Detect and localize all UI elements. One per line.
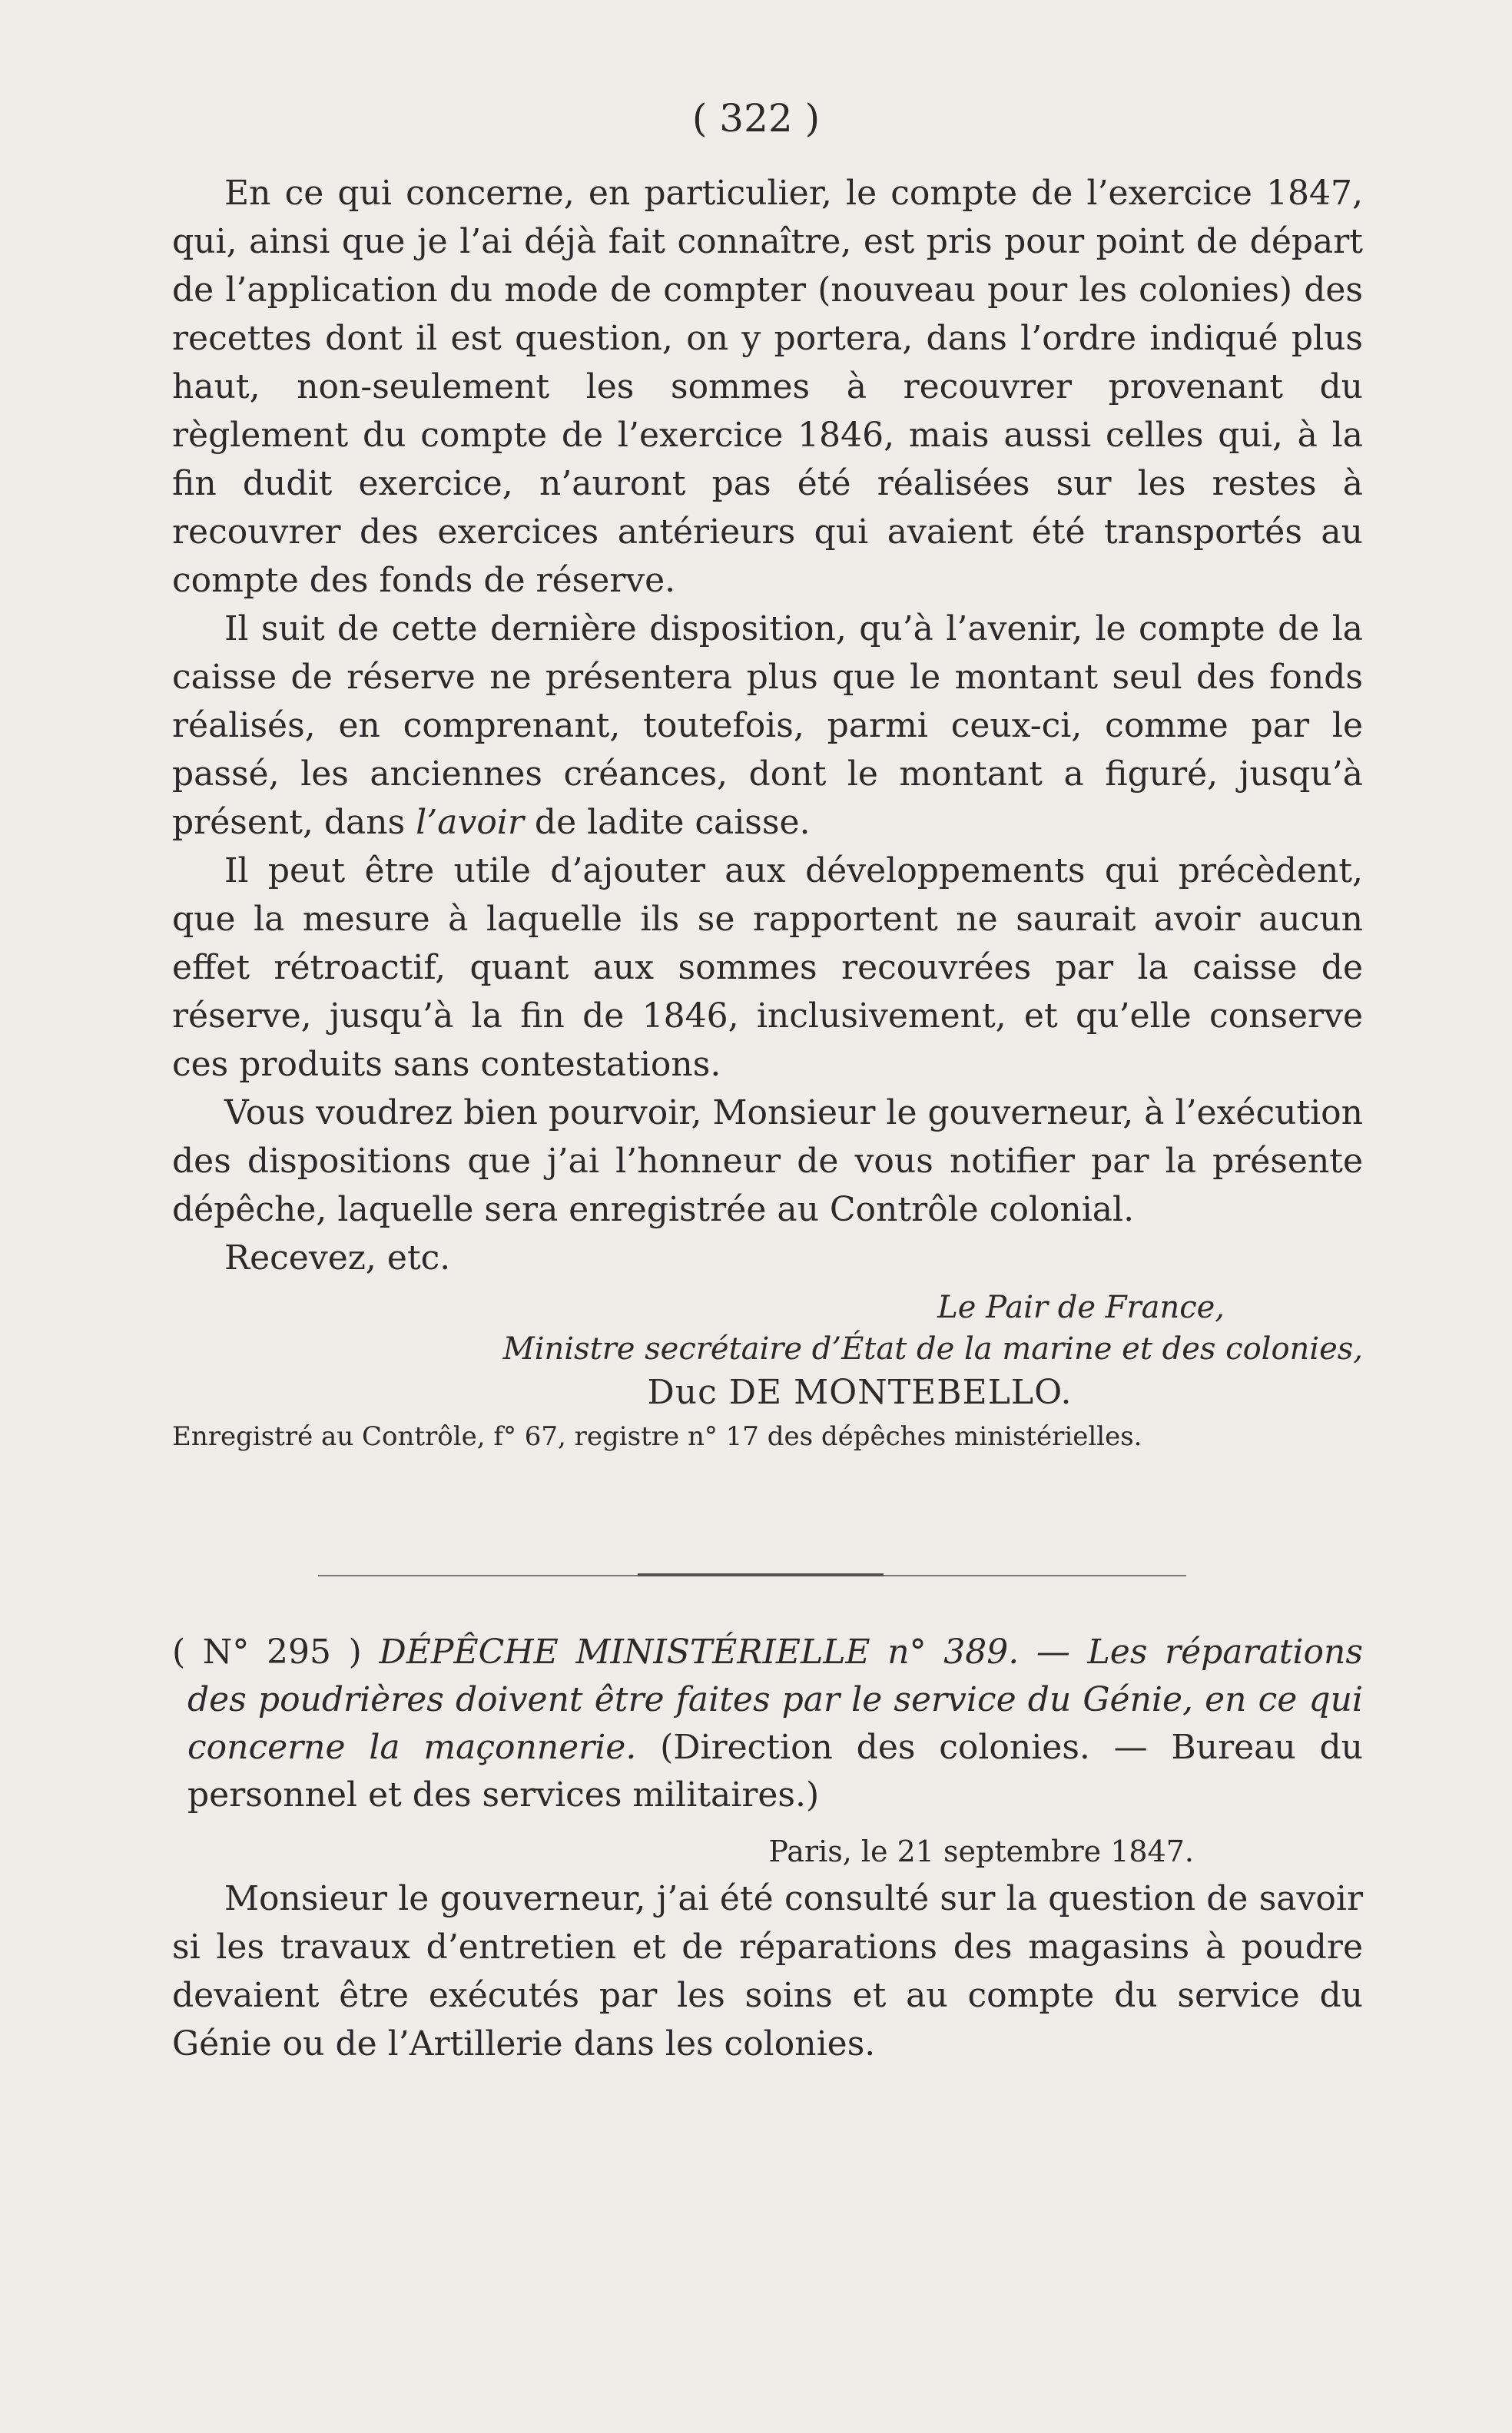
paragraph-1: En ce qui concerne, en particulier, le compte de l’exercice 1847, qui, ainsi que je l’ai déjà fait connaître, est pris pour point de départ de l’application du mode de compter (nouveau pour les colonies) des recettes dont il est question, on y portera, dans l’ordre indiqué plus haut, non-seulement les sommes à recouvrer provenant du règlement du compte de l’exercice 1846, mais aussi celles qui, à la fin dudit exercice, n’auront pas été réalisées sur les restes à recouvrer des exercices antérieurs qui avaient été transportés au compte des fonds de réserve.	[172, 174, 1363, 600]
paragraph-4: Vous voudrez bien pourvoir, Monsieur le gouverneur, à l’exécution des dispositions que j’ai l’honneur de vous notifier par la présente dépêche, laquelle sera enregistrée au Contrôle colonial.	[172, 1093, 1364, 1229]
signature-office: Ministre secrétaire d’État de la marine et des colonies,	[502, 1331, 1363, 1367]
dispatch-number: ( N° 295 )	[172, 1632, 362, 1672]
section-1	[172, 169, 1363, 1457]
separator-rule-center	[638, 1573, 884, 1576]
registration-note: Enregistré au Contrôle, f° 67, registre n° 17 des dépêches ministérielles.	[172, 1421, 1142, 1452]
paragraph-2-text: Il suit de cette dernière disposition, qu’à l’avenir, le compte de la caisse de réserve ne présentera plus que le montant seul des fonds réalisés, en comprenant, toutefois, parmi ceux-ci, comme par le passé, les anciennes créances, dont le montant a figuré, jusqu’à présent, dans	[172, 609, 1363, 842]
dispatch-direction: (Direction des colonies. — Bureau du personnel et des services militaires.)	[187, 1728, 1363, 1815]
dispatch-header	[172, 1629, 1363, 1819]
dispatch-date: Paris, le 21 septembre 1847.	[768, 1835, 1194, 1868]
avoir-tail: de ladite caisse.	[523, 803, 811, 842]
section-2	[172, 1629, 1363, 2068]
dispatch-title: DÉPÊCHE MINISTÉRIELLE	[379, 1632, 870, 1672]
paragraph-2	[172, 605, 1363, 847]
paragraph-3: Il peut être utile d’ajouter aux développements qui précèdent, que la mesure à laquelle ils se rapportent ne saurait avoir aucun effet rétroactif, quant aux sommes recouvrées par la caisse de réserve, jusqu’à la fin de 1846, inclusivement, et qu’elle conserve ces produits sans contestations.	[172, 851, 1363, 1084]
dispatch-subject: — Les réparations des poudrières doivent être faites par le service du Génie, en ce qui concerne la maçonnerie.	[187, 1632, 1363, 1767]
signature-title: Le Pair de France,	[937, 1290, 1225, 1325]
page-number: ( 322 )	[691, 96, 821, 141]
signature-name: Duc DE MONTEBELLO.	[647, 1373, 1073, 1412]
avoir-italic: l’avoir	[416, 803, 524, 842]
dispatch-title-number: n° 389.	[887, 1632, 1020, 1672]
paragraph-5: Recevez, etc.	[224, 1238, 451, 1278]
dispatch-body: Monsieur le gouverneur, j’ai été consulté sur la question de savoir si les travaux d’entretien et de réparations des magasins à poudre devaient être exécutés par les soins et au compte du service du Génie ou de l’Artillerie dans les colonies.	[172, 1879, 1363, 2063]
